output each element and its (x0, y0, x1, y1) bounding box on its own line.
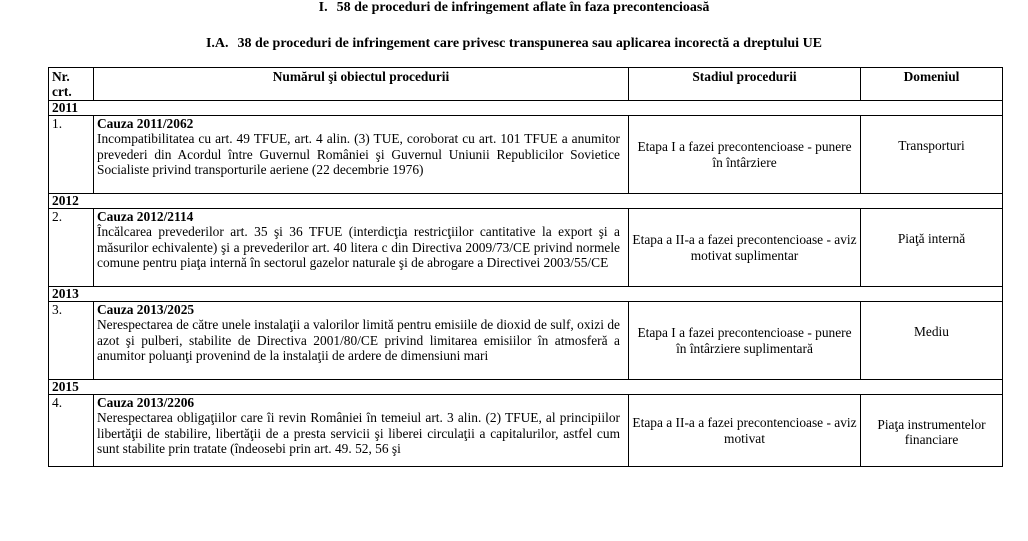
procedure-domain: Piaţa instrumentelor financiare (861, 395, 1003, 467)
subsection-heading (0, 36, 1028, 52)
procedure-object (94, 302, 629, 380)
row-number: 3. (49, 302, 94, 380)
year-row (49, 194, 1003, 209)
year-row (49, 380, 1003, 395)
procedure-stage: Etapa I a fazei precontencioase - punere în întârziere suplimentară (629, 302, 861, 380)
year-label: 2011 (49, 101, 1003, 116)
section-title: 58 de proceduri de infringement aflate în faza precontencioasă (336, 0, 710, 15)
table-row (49, 395, 1003, 467)
row-number: 1. (49, 116, 94, 194)
procedure-domain: Transporturi (861, 116, 1003, 194)
procedure-stage: Etapa a II-a a fazei precontencioase - aviz motivat (629, 395, 861, 467)
section-heading (0, 0, 1028, 16)
cause-number: Cauza 2013/2206 (97, 395, 195, 410)
cause-number: Cauza 2013/2025 (97, 302, 195, 317)
subsection-title: 38 de proceduri de infringement care privesc transpunerea sau aplicarea incorectă a dreptului UE (237, 36, 823, 51)
procedure-stage: Etapa I a fazei precontencioase - punere în întârziere (629, 116, 861, 194)
procedure-text: Nerespectarea de către unele instalaţii a valorilor limită pentru emisiile de dioxid de sulf, oxizi de azot şi pulberi, stabilite de Directiva 2001/80/CE privind limitarea emisiilor în atmosferă a anumitor poluanţi provenind de la instalaţii de ardere de dimensiuni mari (97, 317, 620, 364)
infringement-table (48, 67, 1003, 467)
procedure-text: Încălcarea prevederilor art. 35 şi 36 TFUE (interdicţia restricţiilor cantitative la export şi a măsurilor echivalente) şi a prevederilor art. 40 litera c din Directiva 2009/73/CE privind normele comune pentru piaţa internă în sectorul gazelor naturale şi de abrogare a Directivei 2003/55/CE (97, 224, 620, 271)
year-label: 2012 (49, 194, 1003, 209)
header-domain: Domeniul (861, 68, 1003, 101)
procedure-domain: Mediu (861, 302, 1003, 380)
year-row (49, 287, 1003, 302)
cause-number: Cauza 2011/2062 (97, 116, 194, 131)
procedure-domain: Piaţă internă (861, 209, 1003, 287)
row-number: 4. (49, 395, 94, 467)
header-object: Numărul şi obiectul procedurii (94, 68, 629, 101)
row-number: 2. (49, 209, 94, 287)
subsection-number: I.A. (205, 36, 229, 51)
procedure-text: Incompatibilitatea cu art. 49 TFUE, art. 4 alin. (3) TUE, coroborat cu art. 101 TFUE a anumitor prevederi din Acordul între Guvernul României şi Guvernul Uniunii Republicilor Sovietice Socialiste privind transporturile aeriene (22 decembrie 1976) (97, 131, 620, 178)
year-row (49, 101, 1003, 116)
table-row (49, 302, 1003, 380)
procedure-object (94, 209, 629, 287)
year-label: 2015 (49, 380, 1003, 395)
cause-number: Cauza 2012/2114 (97, 209, 194, 224)
section-number: I. (318, 0, 328, 15)
procedure-object (94, 116, 629, 194)
table-row (49, 116, 1003, 194)
header-nr: Nr. crt. (49, 68, 94, 101)
procedure-stage: Etapa a II-a a fazei precontencioase - aviz motivat suplimentar (629, 209, 861, 287)
header-stage: Stadiul procedurii (629, 68, 861, 101)
year-label: 2013 (49, 287, 1003, 302)
procedure-text: Nerespectarea obligaţiilor care îi revin României în temeiul art. 3 alin. (2) TFUE, al principiilor libertăţii de stabilire, libertăţii de a presta servicii şi liberei circulaţii a capitalurilor, astfel cum sunt stabilite prin tratate (îndeosebi prin art. 49. 52, 56 şi (97, 410, 620, 457)
procedure-object (94, 395, 629, 467)
table-row (49, 209, 1003, 287)
table-header-row (49, 68, 1003, 101)
